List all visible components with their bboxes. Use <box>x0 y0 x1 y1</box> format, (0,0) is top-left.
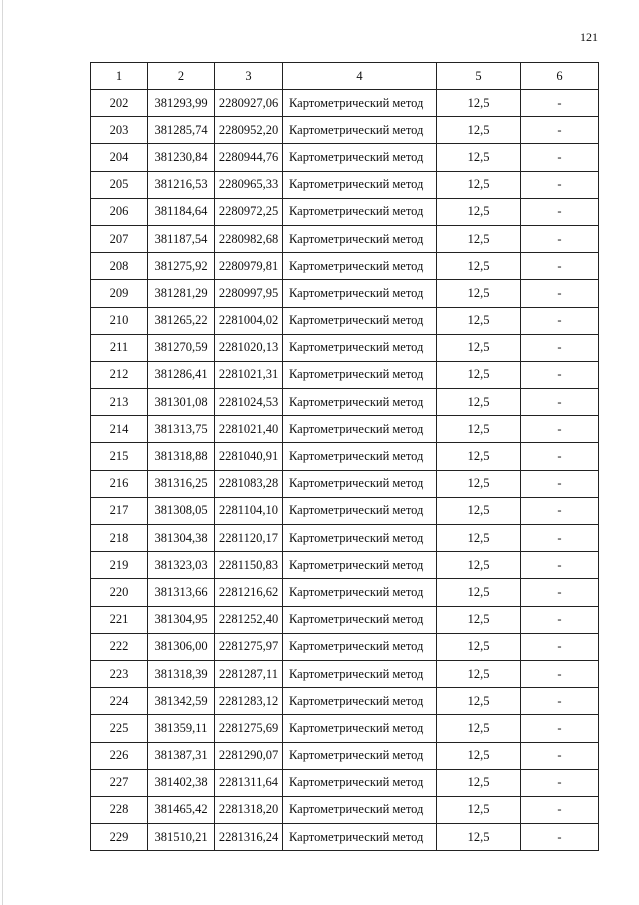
cell-accuracy: 12,5 <box>437 198 521 225</box>
cell-y-coordinate: 2281024,53 <box>215 389 283 416</box>
cell-point-number: 214 <box>91 416 148 443</box>
table-row <box>91 307 599 334</box>
table-row <box>91 470 599 497</box>
cell-y-coordinate: 2281252,40 <box>215 606 283 633</box>
cell-note: - <box>521 334 599 361</box>
table-header-row <box>91 63 599 90</box>
cell-note: - <box>521 416 599 443</box>
cell-accuracy: 12,5 <box>437 334 521 361</box>
cell-accuracy: 12,5 <box>437 824 521 851</box>
cell-y-coordinate: 2280982,68 <box>215 225 283 252</box>
cell-method: Картометрический метод <box>283 117 437 144</box>
table-row <box>91 606 599 633</box>
cell-accuracy: 12,5 <box>437 552 521 579</box>
cell-note: - <box>521 225 599 252</box>
table-row <box>91 525 599 552</box>
cell-point-number: 224 <box>91 688 148 715</box>
cell-x-coordinate: 381281,29 <box>148 280 215 307</box>
table-row <box>91 361 599 388</box>
cell-x-coordinate: 381465,42 <box>148 796 215 823</box>
cell-note: - <box>521 198 599 225</box>
cell-x-coordinate: 381184,64 <box>148 198 215 225</box>
cell-y-coordinate: 2280927,06 <box>215 90 283 117</box>
column-header: 5 <box>437 63 521 90</box>
cell-point-number: 227 <box>91 769 148 796</box>
cell-note: - <box>521 307 599 334</box>
table-row <box>91 796 599 823</box>
cell-y-coordinate: 2280965,33 <box>215 171 283 198</box>
cell-point-number: 211 <box>91 334 148 361</box>
cell-x-coordinate: 381313,75 <box>148 416 215 443</box>
cell-method: Картометрический метод <box>283 497 437 524</box>
cell-method: Картометрический метод <box>283 633 437 660</box>
cell-x-coordinate: 381316,25 <box>148 470 215 497</box>
cell-point-number: 203 <box>91 117 148 144</box>
cell-x-coordinate: 381387,31 <box>148 742 215 769</box>
cell-method: Картометрический метод <box>283 688 437 715</box>
cell-y-coordinate: 2281275,97 <box>215 633 283 660</box>
cell-point-number: 202 <box>91 90 148 117</box>
cell-x-coordinate: 381510,21 <box>148 824 215 851</box>
cell-x-coordinate: 381304,38 <box>148 525 215 552</box>
cell-note: - <box>521 470 599 497</box>
cell-accuracy: 12,5 <box>437 361 521 388</box>
column-header: 1 <box>91 63 148 90</box>
cell-method: Картометрический метод <box>283 606 437 633</box>
cell-method: Картометрический метод <box>283 280 437 307</box>
cell-note: - <box>521 497 599 524</box>
cell-method: Картометрический метод <box>283 171 437 198</box>
cell-y-coordinate: 2281021,40 <box>215 416 283 443</box>
cell-point-number: 219 <box>91 552 148 579</box>
table-row <box>91 117 599 144</box>
cell-accuracy: 12,5 <box>437 416 521 443</box>
table-row <box>91 769 599 796</box>
cell-note: - <box>521 796 599 823</box>
cell-accuracy: 12,5 <box>437 688 521 715</box>
cell-point-number: 212 <box>91 361 148 388</box>
column-header: 4 <box>283 63 437 90</box>
cell-method: Картометрический метод <box>283 715 437 742</box>
table-row <box>91 198 599 225</box>
cell-accuracy: 12,5 <box>437 606 521 633</box>
cell-note: - <box>521 525 599 552</box>
cell-y-coordinate: 2281316,24 <box>215 824 283 851</box>
cell-point-number: 205 <box>91 171 148 198</box>
cell-y-coordinate: 2281004,02 <box>215 307 283 334</box>
table-row <box>91 144 599 171</box>
cell-y-coordinate: 2281318,20 <box>215 796 283 823</box>
cell-method: Картометрический метод <box>283 334 437 361</box>
cell-note: - <box>521 443 599 470</box>
cell-y-coordinate: 2280952,20 <box>215 117 283 144</box>
cell-y-coordinate: 2280979,81 <box>215 253 283 280</box>
cell-method: Картометрический метод <box>283 389 437 416</box>
cell-x-coordinate: 381359,11 <box>148 715 215 742</box>
cell-method: Картометрический метод <box>283 253 437 280</box>
cell-method: Картометрический метод <box>283 796 437 823</box>
table-row <box>91 225 599 252</box>
cell-method: Картометрический метод <box>283 824 437 851</box>
cell-accuracy: 12,5 <box>437 443 521 470</box>
cell-note: - <box>521 579 599 606</box>
table-row <box>91 389 599 416</box>
cell-point-number: 218 <box>91 525 148 552</box>
cell-accuracy: 12,5 <box>437 225 521 252</box>
cell-accuracy: 12,5 <box>437 389 521 416</box>
table-row <box>91 579 599 606</box>
column-header: 3 <box>215 63 283 90</box>
cell-accuracy: 12,5 <box>437 470 521 497</box>
table-row <box>91 90 599 117</box>
cell-point-number: 217 <box>91 497 148 524</box>
table-row <box>91 688 599 715</box>
cell-method: Картометрический метод <box>283 660 437 687</box>
page-number: 121 <box>580 30 598 44</box>
cell-method: Картометрический метод <box>283 225 437 252</box>
table-row <box>91 280 599 307</box>
cell-method: Картометрический метод <box>283 742 437 769</box>
cell-method: Картометрический метод <box>283 307 437 334</box>
cell-accuracy: 12,5 <box>437 715 521 742</box>
cell-point-number: 220 <box>91 579 148 606</box>
cell-point-number: 216 <box>91 470 148 497</box>
cell-x-coordinate: 381293,99 <box>148 90 215 117</box>
cell-y-coordinate: 2281120,17 <box>215 525 283 552</box>
cell-note: - <box>521 715 599 742</box>
cell-accuracy: 12,5 <box>437 742 521 769</box>
cell-point-number: 215 <box>91 443 148 470</box>
table-row <box>91 443 599 470</box>
cell-x-coordinate: 381285,74 <box>148 117 215 144</box>
table-row <box>91 416 599 443</box>
table-row <box>91 171 599 198</box>
cell-point-number: 207 <box>91 225 148 252</box>
column-header: 2 <box>148 63 215 90</box>
cell-point-number: 221 <box>91 606 148 633</box>
cell-method: Картометрический метод <box>283 361 437 388</box>
cell-note: - <box>521 660 599 687</box>
table-row <box>91 660 599 687</box>
cell-point-number: 206 <box>91 198 148 225</box>
cell-x-coordinate: 381318,88 <box>148 443 215 470</box>
table-row <box>91 715 599 742</box>
cell-x-coordinate: 381342,59 <box>148 688 215 715</box>
cell-y-coordinate: 2281021,31 <box>215 361 283 388</box>
cell-x-coordinate: 381304,95 <box>148 606 215 633</box>
cell-x-coordinate: 381308,05 <box>148 497 215 524</box>
table-row <box>91 497 599 524</box>
cell-x-coordinate: 381318,39 <box>148 660 215 687</box>
column-header: 6 <box>521 63 599 90</box>
cell-accuracy: 12,5 <box>437 633 521 660</box>
cell-note: - <box>521 606 599 633</box>
cell-x-coordinate: 381275,92 <box>148 253 215 280</box>
cell-y-coordinate: 2281104,10 <box>215 497 283 524</box>
cell-note: - <box>521 253 599 280</box>
cell-accuracy: 12,5 <box>437 171 521 198</box>
cell-method: Картометрический метод <box>283 198 437 225</box>
cell-y-coordinate: 2281287,11 <box>215 660 283 687</box>
cell-y-coordinate: 2280997,95 <box>215 280 283 307</box>
cell-note: - <box>521 280 599 307</box>
page-edge <box>2 0 3 905</box>
cell-y-coordinate: 2281311,64 <box>215 769 283 796</box>
cell-note: - <box>521 824 599 851</box>
cell-accuracy: 12,5 <box>437 525 521 552</box>
cell-x-coordinate: 381216,53 <box>148 171 215 198</box>
cell-y-coordinate: 2281150,83 <box>215 552 283 579</box>
cell-x-coordinate: 381187,54 <box>148 225 215 252</box>
cell-note: - <box>521 688 599 715</box>
cell-x-coordinate: 381301,08 <box>148 389 215 416</box>
cell-point-number: 229 <box>91 824 148 851</box>
cell-accuracy: 12,5 <box>437 117 521 144</box>
table-row <box>91 253 599 280</box>
cell-method: Картометрический метод <box>283 552 437 579</box>
cell-note: - <box>521 144 599 171</box>
cell-point-number: 210 <box>91 307 148 334</box>
cell-y-coordinate: 2281216,62 <box>215 579 283 606</box>
table-row <box>91 334 599 361</box>
cell-note: - <box>521 742 599 769</box>
cell-method: Картометрический метод <box>283 579 437 606</box>
cell-accuracy: 12,5 <box>437 660 521 687</box>
cell-method: Картометрический метод <box>283 443 437 470</box>
cell-accuracy: 12,5 <box>437 769 521 796</box>
cell-y-coordinate: 2281020,13 <box>215 334 283 361</box>
cell-y-coordinate: 2281283,12 <box>215 688 283 715</box>
table-row <box>91 633 599 660</box>
cell-y-coordinate: 2281083,28 <box>215 470 283 497</box>
cell-x-coordinate: 381323,03 <box>148 552 215 579</box>
cell-point-number: 208 <box>91 253 148 280</box>
cell-note: - <box>521 552 599 579</box>
cell-x-coordinate: 381306,00 <box>148 633 215 660</box>
cell-y-coordinate: 2280944,76 <box>215 144 283 171</box>
cell-accuracy: 12,5 <box>437 90 521 117</box>
cell-note: - <box>521 769 599 796</box>
cell-accuracy: 12,5 <box>437 796 521 823</box>
cell-accuracy: 12,5 <box>437 144 521 171</box>
cell-y-coordinate: 2281275,69 <box>215 715 283 742</box>
cell-point-number: 213 <box>91 389 148 416</box>
cell-accuracy: 12,5 <box>437 497 521 524</box>
cell-x-coordinate: 381313,66 <box>148 579 215 606</box>
table-row <box>91 742 599 769</box>
cell-y-coordinate: 2281290,07 <box>215 742 283 769</box>
cell-method: Картометрический метод <box>283 525 437 552</box>
cell-x-coordinate: 381230,84 <box>148 144 215 171</box>
cell-method: Картометрический метод <box>283 90 437 117</box>
cell-note: - <box>521 361 599 388</box>
cell-x-coordinate: 381402,38 <box>148 769 215 796</box>
cell-method: Картометрический метод <box>283 416 437 443</box>
table-row <box>91 552 599 579</box>
cell-note: - <box>521 389 599 416</box>
cell-x-coordinate: 381286,41 <box>148 361 215 388</box>
cell-point-number: 225 <box>91 715 148 742</box>
cell-method: Картометрический метод <box>283 470 437 497</box>
cell-method: Картометрический метод <box>283 769 437 796</box>
cell-method: Картометрический метод <box>283 144 437 171</box>
cell-accuracy: 12,5 <box>437 280 521 307</box>
table-body <box>91 90 599 851</box>
cell-accuracy: 12,5 <box>437 579 521 606</box>
table-row <box>91 824 599 851</box>
cell-point-number: 226 <box>91 742 148 769</box>
cell-accuracy: 12,5 <box>437 253 521 280</box>
cell-point-number: 223 <box>91 660 148 687</box>
cell-point-number: 228 <box>91 796 148 823</box>
cell-y-coordinate: 2281040,91 <box>215 443 283 470</box>
cell-point-number: 204 <box>91 144 148 171</box>
cell-note: - <box>521 633 599 660</box>
cell-y-coordinate: 2280972,25 <box>215 198 283 225</box>
coordinates-table <box>90 62 599 851</box>
cell-point-number: 209 <box>91 280 148 307</box>
cell-accuracy: 12,5 <box>437 307 521 334</box>
cell-note: - <box>521 117 599 144</box>
cell-x-coordinate: 381265,22 <box>148 307 215 334</box>
cell-note: - <box>521 171 599 198</box>
cell-x-coordinate: 381270,59 <box>148 334 215 361</box>
cell-point-number: 222 <box>91 633 148 660</box>
cell-note: - <box>521 90 599 117</box>
